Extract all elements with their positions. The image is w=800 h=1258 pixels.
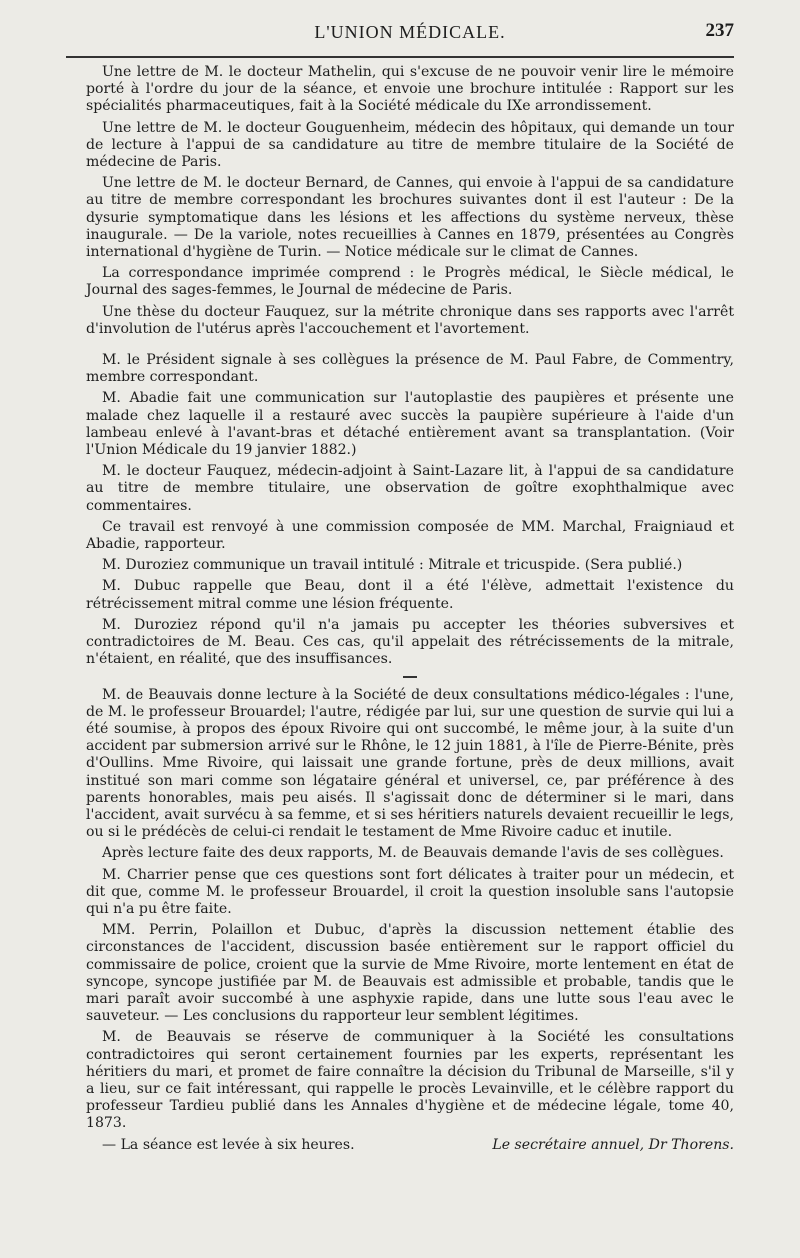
paragraph-beauvais-reserve: M. de Beauvais se réserve de communiquer à la Société les consultations contradictoires qui seront certainement fournies par les experts, représentant les héritiers du mari, et promet de faire connaître la décision du Tribunal de Marseille, s'il y a lieu, sur ce fait intéressant, qui rappelle le procès Levainville, et le célèbre rapport du professeur Tardieu publié dans les Annales d'hygiène et de médecine légale, tome 40, 1873.: [86, 1029, 734, 1132]
paragraph-printed-correspondence: La correspondance imprimée comprend : le Progrès médical, le Siècle médical, le Journal des sages-femmes, le Journal de médecine de Paris.: [86, 265, 734, 299]
paragraph-letter-bernard: Une lettre de M. le docteur Bernard, de Cannes, qui envoie à l'appui de sa candidature au titre de membre correspondant les brochures suivantes dont il est l'auteur : De la dysurie symptomatique dans les lésions et les affections du système nerveux, thèse inaugurale. — De la variole, notes recueillies à Cannes en 1879, présentées au Congrès international d'hygiène de Turin. — Notice médicale sur le climat de Cannes.: [86, 175, 734, 261]
paragraph-beauvais-opinion: Après lecture faite des deux rapports, M. de Beauvais demande l'avis de ses collègues.: [102, 845, 724, 862]
paragraph-fauquez-reading: M. le docteur Fauquez, médecin-adjoint à Saint-Lazare lit, à l'appui de sa candidature au titre de membre titulaire, une observation de goître exophthalmique avec commentaires.: [86, 463, 734, 514]
paragraph-abadie: M. Abadie fait une communication sur l'autoplastie des paupières et présente une malade chez laquelle il a restauré avec succès la paupière supérieure à l'aide d'un lambeau enlevé à l'avant-bras et détaché entièrement avant sa transplantation. (Voir l'Union Médicale du 19 janvier 1882.): [86, 390, 734, 459]
paragraph-perrin-polaillon-dubuc: MM. Perrin, Polaillon et Dubuc, d'après la discussion nettement établie des circonstances de l'accident, discussion basée entièrement sur le rapport officiel du commissaire de police, croient que la survie de Mme Rivoire, morte lentement en état de syncope, syncope justifiée par M. de Beauvais est admissible et probable, tandis que le mari paraît avoir succombé à une asphyxie rapide, dans une lutte sous l'eau avec le sauveteur. — Les conclusions du rapporteur leur semblent légitimes.: [86, 922, 734, 1025]
paragraph-charrier: M. Charrier pense que ces questions sont fort délicates à traiter pour un médecin, et dit que, comme M. le professeur Brouardel, il croit la question insoluble sans l'autopsie qui n'a pu être faite.: [86, 866, 734, 917]
paragraph-commission: Ce travail est renvoyé à une commission composée de MM. Marchal, Fraigniaud et Abadie, rapporteur.: [86, 518, 734, 553]
paragraph-thesis-fauquez: Une thèse du docteur Fauquez, sur la métrite chronique dans ses rapports avec l'arrêt d'involution de l'utérus après l'accouchement et l'avortement.: [86, 303, 734, 337]
header-rule: [66, 56, 734, 58]
running-head: [86, 20, 734, 50]
running-title: L'UNION MÉDICALE.: [314, 22, 506, 42]
paragraph-dubuc: M. Dubuc rappelle que Beau, dont il a été l'élève, admettait l'existence du rétrécissement mitral comme une lésion fréquente.: [86, 578, 734, 612]
closing-line: [86, 1137, 734, 1154]
paragraph-president: M. le Président signale à ses collègues la présence de M. Paul Fabre, de Commentry, membre correspondant.: [86, 352, 734, 386]
session-closed-text: — La séance est levée à six heures.: [102, 1136, 355, 1153]
page-number: 237: [705, 20, 734, 41]
paragraph-duroziez-reply: M. Duroziez répond qu'il n'a jamais pu accepter les théories subversives et contradictoires de M. Beau. Ces cas, qu'il appelait des rétrécissements de la mitrale, n'étaient, en réalité, que des insuffisances.: [86, 616, 734, 668]
paragraph-letter-gouguenheim: Une lettre de M. le docteur Gouguenheim, médecin des hôpitaux, qui demande un tour de lecture à l'appui de sa candidature au titre de membre titulaire de la Société de médecine de Paris.: [86, 119, 734, 171]
paragraph-duroziez-communication: M. Duroziez communique un travail intitulé : Mitrale et tricuspide. (Sera publié.): [102, 557, 683, 574]
paragraph-letter-mathelin: Une lettre de M. le docteur Mathelin, qui s'excuse de ne pouvoir venir lire le mémoire porté à l'ordre du jour de la séance, et envoie une brochure intitulée : Rapport sur les spécialités pharmaceutiques, fait à la Société médicale du IXe arrondissement.: [86, 64, 734, 115]
section-separator: [86, 673, 734, 681]
paragraph-beauvais-reading: M. de Beauvais donne lecture à la Société de deux consultations médico-légales : l'une, de M. le professeur Brouardel; l'autre, rédigée par lui, sur une question de survie qui lui a été soumise, à propos des époux Rivoire qui ont succombé, le même jour, à la suite d'un accident par submersion arrivé sur le Rhône, le 12 juin 1881, à l'île de Pierre-Bénite, près d'Oullins. Mme Rivoire, qui laissait une grande fortune, près de deux millions, avait institué son mari comme son légataire général et universel, ce, par préférence à des parents honorables, mais peu aisés. Il s'agissait donc de déterminer si le mari, dans l'accident, avait survécu à sa femme, et si ses héritiers naturels devaient recueillir le legs, ou si le prédécès de celui-ci rendait le testament de Mme Rivoire caduc et inutile.: [86, 686, 734, 841]
article-body: [86, 64, 734, 1154]
secretary-signature: Le secrétaire annuel, Dr Thorens.: [492, 1136, 734, 1153]
